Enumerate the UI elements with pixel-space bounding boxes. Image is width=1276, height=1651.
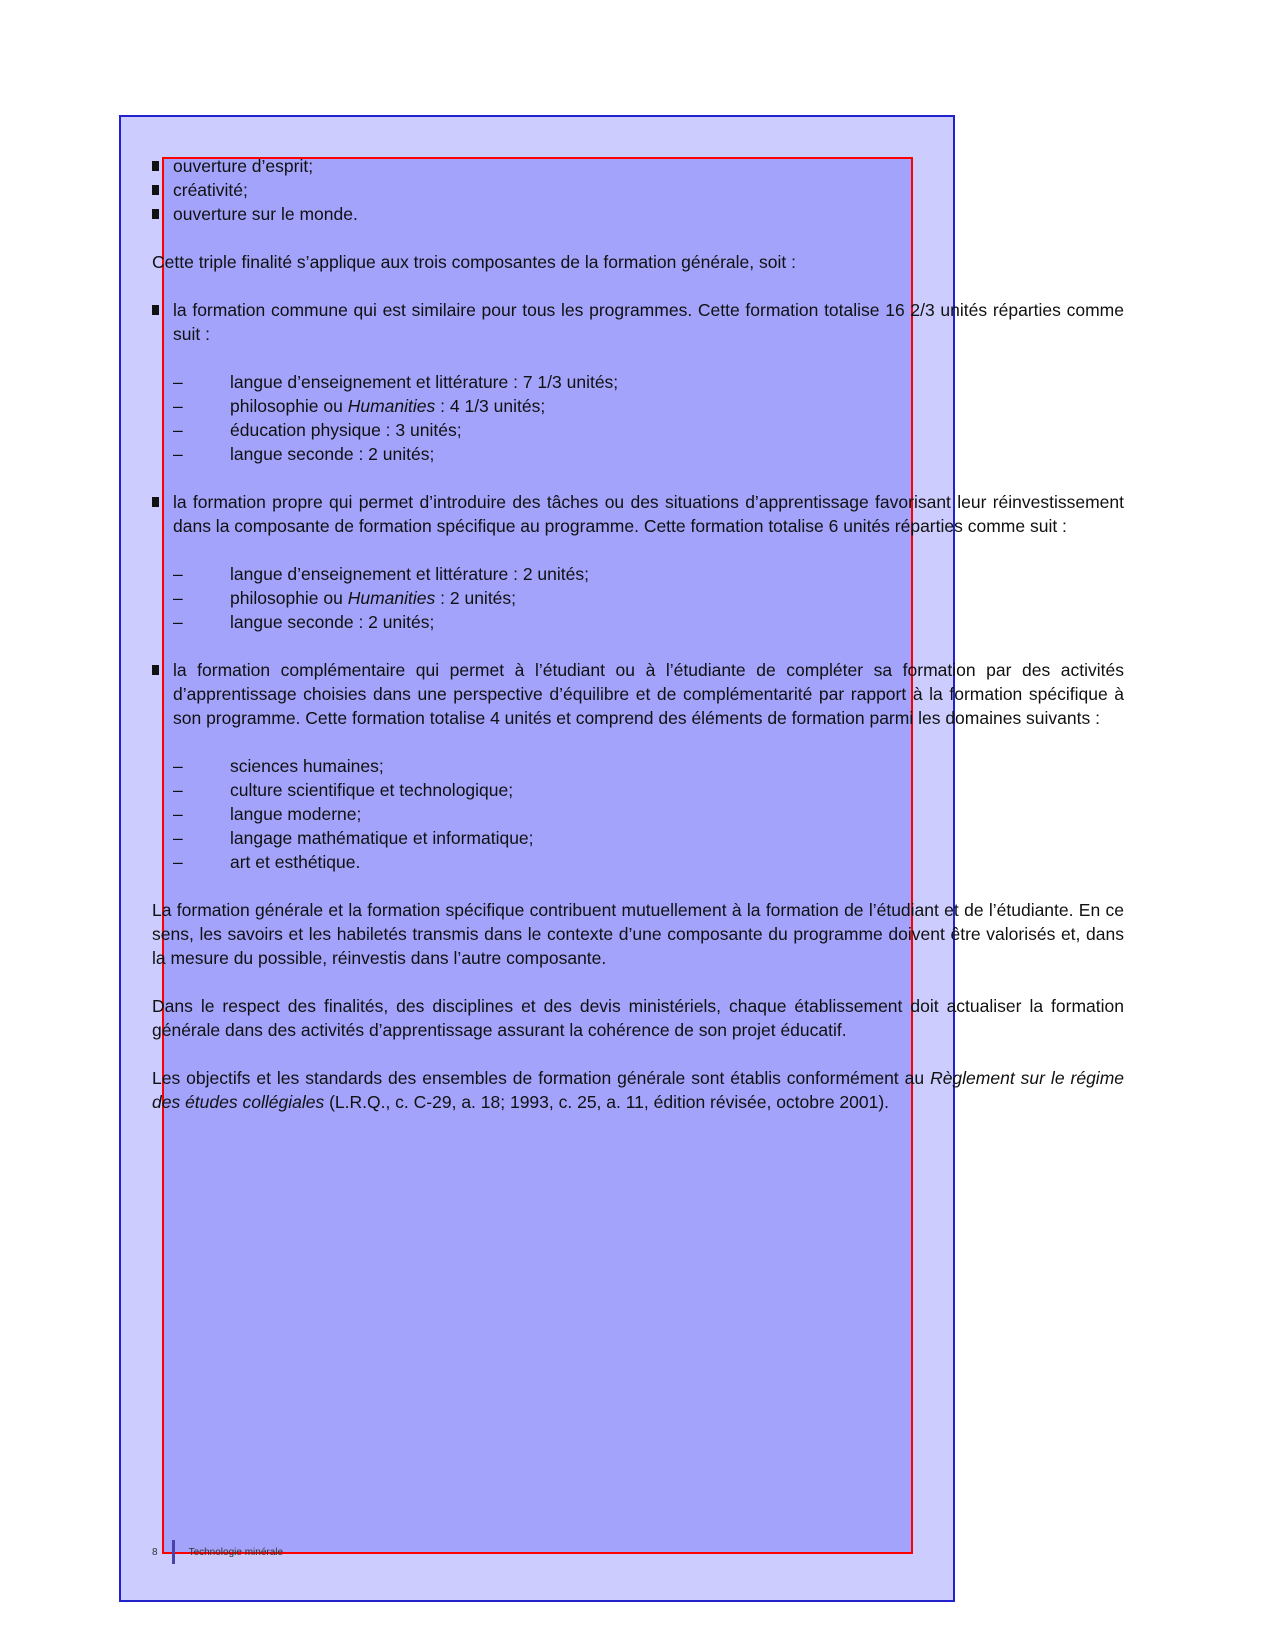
bullet-icon: [152, 497, 159, 507]
dash-icon: –: [173, 588, 183, 608]
sub-list-item: – philosophie ou Humanities : 2 unités;: [173, 588, 517, 608]
dash-icon: –: [173, 564, 183, 584]
sub-list-item: – éducation physique : 3 unités;: [173, 420, 462, 440]
sub-list-item: – culture scientifique et technologique;: [173, 780, 514, 800]
page-number: 8: [152, 1546, 158, 1558]
footer-title: Technologie minérale: [188, 1546, 284, 1558]
document-body: [152, 154, 1124, 1114]
page-footer: [152, 1540, 283, 1564]
dash-icon: –: [173, 828, 183, 848]
sub-list-item: – langue seconde : 2 unités;: [173, 612, 435, 632]
bullet-icon: [152, 665, 159, 675]
bullet-icon: [152, 305, 159, 315]
dash-icon: –: [173, 444, 183, 464]
dash-icon: –: [173, 372, 183, 392]
bullet-icon: [152, 185, 159, 195]
bullet-icon: [152, 209, 159, 219]
formation-propre-item: la formation propre qui permet d’introduire des tâches ou des situations d’apprentissage favorisant leur réinvestissement dans la composante de formation spécifique au programme. Cette formation totalise 6 unités réparties comme suit :: [152, 490, 1124, 538]
bullet-icon: [152, 161, 159, 171]
paragraph-complementarity: La formation générale et la formation spécifique contribuent mutuellement à la formation de l’étudiant et de l’étudiante. En ce sens, les savoirs et les habiletés transmis dans le contexte d’une composante du programme doivent être valorisés et, dans la mesure du possible, réinvestis dans l’autre composante.: [152, 900, 1124, 968]
dash-icon: –: [173, 396, 183, 416]
sub-list-item: – langue d’enseignement et littérature : 2 unités;: [173, 564, 589, 584]
intro-paragraph: Cette triple finalité s’applique aux trois composantes de la formation générale, soit :: [152, 252, 796, 272]
paragraph-regulation: Les objectifs et les standards des ensembles de formation générale sont établis conformément au Règlement sur le régime des études collégiales (L.R.Q., c. C-29, a. 18; 1993, c. 25, a. 11, édition révisée, octobre 2001).: [152, 1068, 1125, 1112]
sub-list-item: – philosophie ou Humanities : 4 1/3 unités;: [173, 396, 546, 416]
sub-list-item: – langue moderne;: [173, 804, 362, 824]
dash-icon: –: [173, 420, 183, 440]
list-item: ouverture sur le monde.: [152, 202, 1124, 226]
sub-list-item: – langue seconde : 2 unités;: [173, 444, 435, 464]
dash-icon: –: [173, 612, 183, 632]
dash-icon: –: [173, 780, 183, 800]
formation-commune-item: la formation commune qui est similaire pour tous les programmes. Cette formation totalise 16 2/3 unités réparties comme suit :: [152, 298, 1124, 346]
list-item: créativité;: [152, 178, 1124, 202]
sub-list-item: – langue d’enseignement et littérature : 7 1/3 unités;: [173, 372, 619, 392]
footer-divider: [172, 1540, 175, 1564]
sub-list-item: – art et esthétique.: [173, 852, 361, 872]
sub-list-item: – sciences humaines;: [173, 756, 384, 776]
dash-icon: –: [173, 756, 183, 776]
paragraph-institution: Dans le respect des finalités, des disciplines et des devis ministériels, chaque établissement doit actualiser la formation générale dans des activités d’apprentissage assurant la cohérence de son projet éducatif.: [152, 996, 1124, 1040]
formation-complementaire-item: la formation complémentaire qui permet à l’étudiant ou à l’étudiante de compléter sa formation par des activités d’apprentissage choisies dans une perspective d’équilibre et de complémentarité par rapport à la formation spécifique à son programme. Cette formation totalise 4 unités et comprend des éléments de formation parmi les domaines suivants :: [152, 658, 1124, 730]
sub-list-item: – langage mathématique et informatique;: [173, 828, 534, 848]
list-item: ouverture d’esprit;: [152, 154, 1124, 178]
dash-icon: –: [173, 852, 183, 872]
dash-icon: –: [173, 804, 183, 824]
